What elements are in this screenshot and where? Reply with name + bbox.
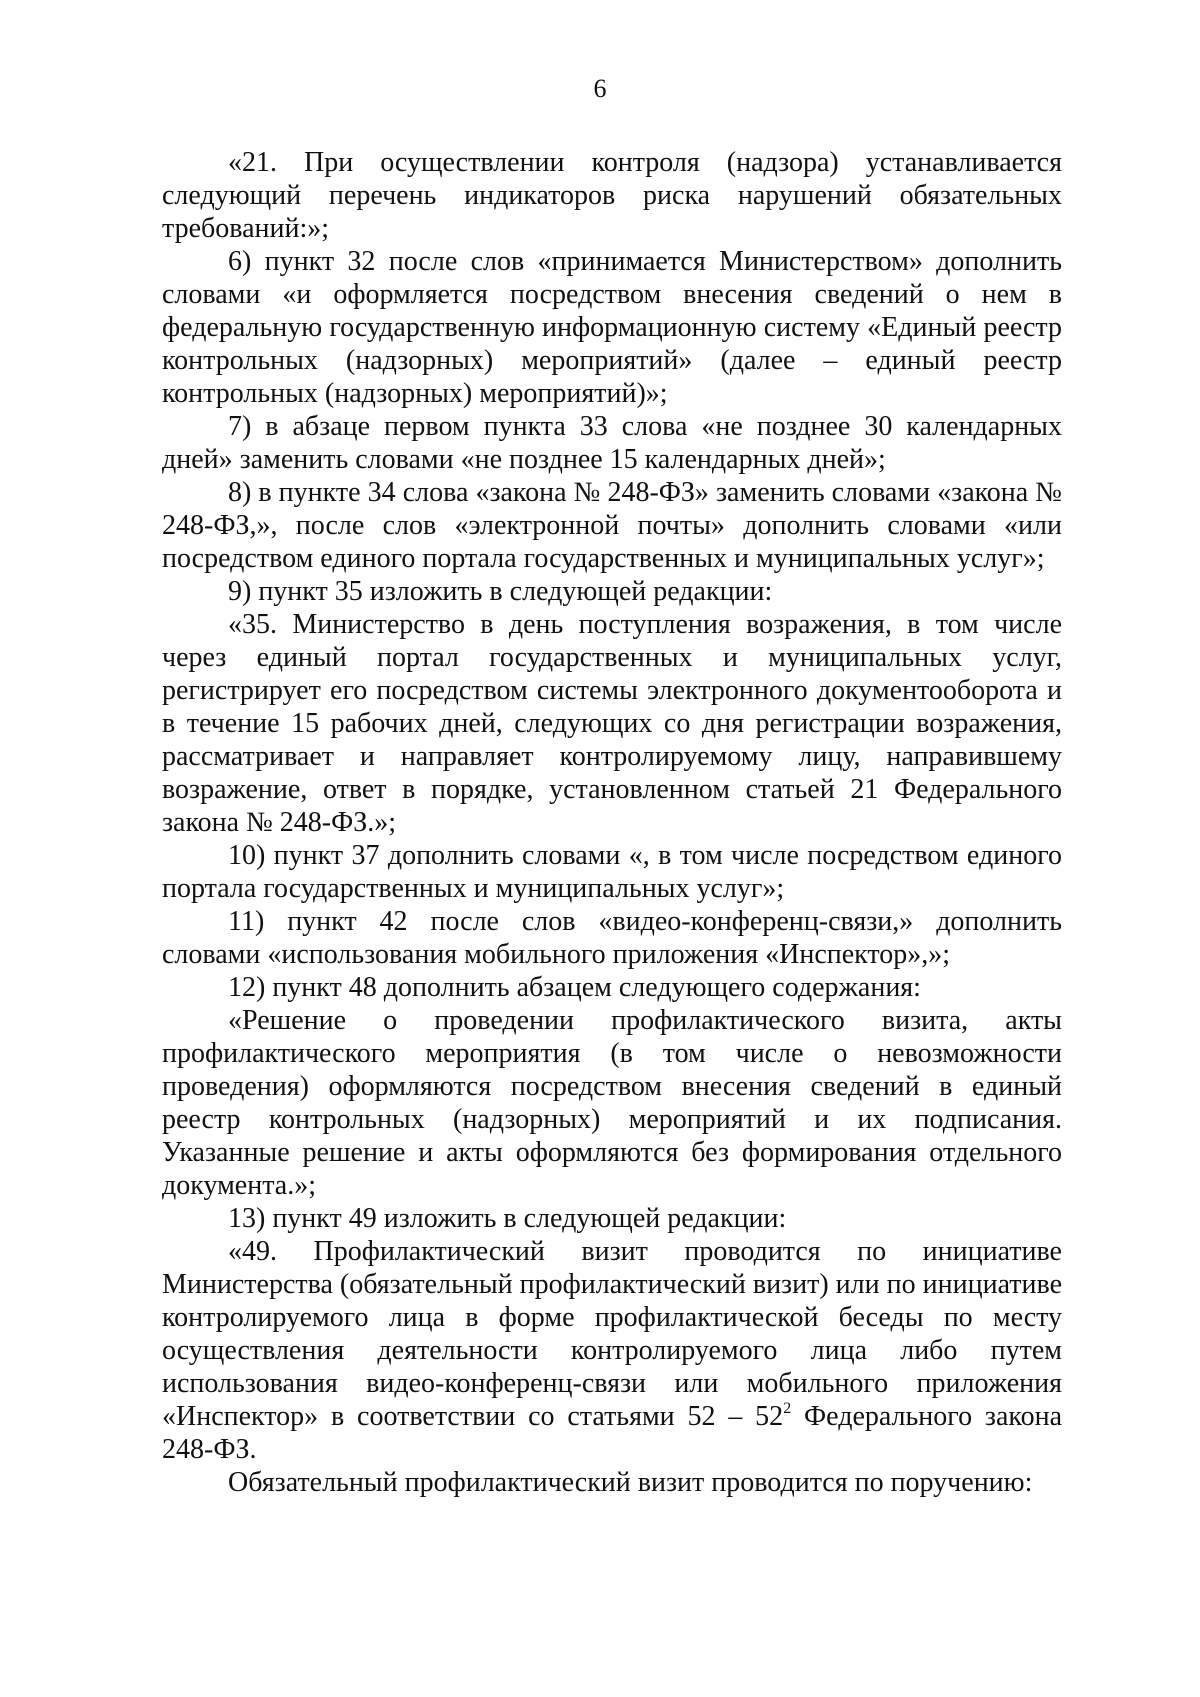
paragraph-item-7: 7) в абзаце первом пункта 33 слова «не позднее 30 календарных дней» заменить словами «не позднее 15 календарных дней»; [162,411,1062,475]
paragraph-49-text: «49. Профилактический визит проводится по инициативе Министерства (обязательный профилактический визит) или по инициативе контролируемого лица в форме профилактической беседы по месту осуществления деятельности контролируемого лица либо путем использования видео-конференц-связи или мобильного приложения «Инспектор» в соответствии со статьями 52 – 52 [162,1236,1062,1432]
paragraph-mandatory-visit: Обязательный профилактический визит проводится по поручению: [228,1467,1033,1498]
page-number: 6 [593,74,607,103]
paragraph-item-10: 10) пункт 37 дополнить словами «, в том числе посредством единого портала государственных и муниципальных услуг»; [162,840,1062,904]
paragraph-49-tail: Федерального закона 248-ФЗ. [162,1401,1062,1465]
document-body [162,146,1062,1499]
paragraph-item-13: 13) пункт 49 изложить в следующей редакции: [228,1203,787,1234]
paragraph-item-11: 11) пункт 42 после слов «видео-конференц-связи,» дополнить словами «использования мобильного приложения «Инспектор»,»; [162,906,1062,970]
paragraph-49 [162,1235,1062,1466]
paragraph-item-8: 8) в пункте 34 слова «закона № 248-ФЗ» заменить словами «закона № 248-ФЗ,», после слов «электронной почты» дополнить словами «или посредством единого портала государственных и муниципальных услуг»; [162,477,1062,574]
paragraph-decision-acts: «Решение о проведении профилактического визита, акты профилактического мероприятия (в том числе о невозможности проведения) оформляются посредством внесения сведений в единый реестр контрольных (надзорных) мероприятий и их подписания. Указанные решение и акты оформляются без формирования отдельного документа.»; [162,1005,1062,1201]
paragraph-item-12: 12) пункт 48 дополнить абзацем следующего содержания: [228,972,921,1003]
paragraph-item-6: 6) пункт 32 после слов «принимается Министерством» дополнить словами «и оформляется посредством внесения сведений о нем в федеральную государственную информационную систему «Единый реестр контрольных (надзорных) мероприятий» (далее – единый реестр контрольных (надзорных) мероприятий)»; [162,246,1062,409]
paragraph-item-9: 9) пункт 35 изложить в следующей редакции: [228,576,773,607]
paragraph-21: «21. При осуществлении контроля (надзора) устанавливается следующий перечень индикаторов риска нарушений обязательных требований:»; [162,147,1062,244]
paragraph-35: «35. Министерство в день поступления возражения, в том числе через единый портал государственных и муниципальных услуг, регистрирует его посредством системы электронного документооборота и в течение 15 рабочих дней, следующих со дня регистрации возражения, рассматривает и направляет контролируемому лицу, направившему возражение, ответ в порядке, установленном статьей 21 Федерального закона № 248-ФЗ.»; [162,609,1062,838]
superscript-2: 2 [783,1400,792,1417]
